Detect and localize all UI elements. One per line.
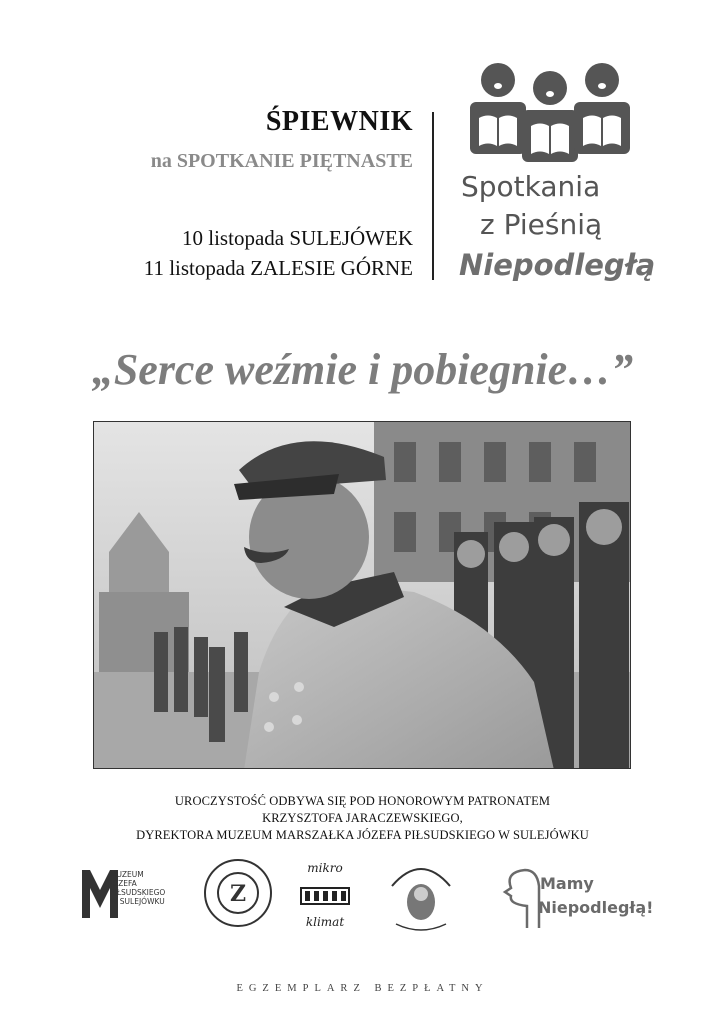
quote-headline: „Serce weźmie i pobiegnie…” <box>91 345 634 394</box>
patronage-line-1: UROCZYSTOŚĆ ODBYWA SIĘ POD HONOROWYM PATRONATEM <box>174 794 551 808</box>
patronage-line-3: DYREKTORA MUZEUM MARSZAŁKA JÓZEFA PIŁSUDSKIEGO W SULEJÓWKU <box>136 828 589 842</box>
mikroklimat-logo <box>293 858 357 932</box>
logo-text-spotkania: Spotkania <box>461 170 601 203</box>
mamy-logo-text-1: Mamy <box>540 874 594 893</box>
mikro-text: mikro <box>307 861 343 875</box>
szkola-muzyczna-logo <box>386 858 456 938</box>
logo-text-z-piesnia: z Pieśnią <box>480 208 603 241</box>
historical-photo-drawing <box>94 422 631 769</box>
muzeum-logo-text: MUZEUM JÓZEFA PIŁSUDSKIEGO W SULEJÓWKU <box>110 870 166 906</box>
mamy-logo-text-2: Niepodległą! <box>538 898 654 917</box>
event-date-sulejowek: 10 listopada SULEJÓWEK <box>182 226 413 250</box>
event-date-zalesie: 11 listopada ZALESIE GÓRNE <box>143 256 413 280</box>
songbook-subtitle: na SPOTKANIE PIĘTNASTE <box>150 150 413 172</box>
klimat-text: klimat <box>305 915 345 929</box>
header-divider <box>432 112 434 280</box>
patronage-line-2: KRZYSZTOFA JARACZEWSKIEGO, <box>262 811 463 825</box>
stowarzyszenie-seal-logo <box>203 858 273 928</box>
historical-photo <box>93 421 631 769</box>
logo-text-niepodlegla: Niepodległą <box>459 248 656 282</box>
svg-text:Z: Z <box>229 881 247 907</box>
songbook-title: ŚPIEWNIK <box>265 106 413 137</box>
free-copy-footer: EGZEMPLARZ BEZPŁATNY <box>236 983 489 994</box>
